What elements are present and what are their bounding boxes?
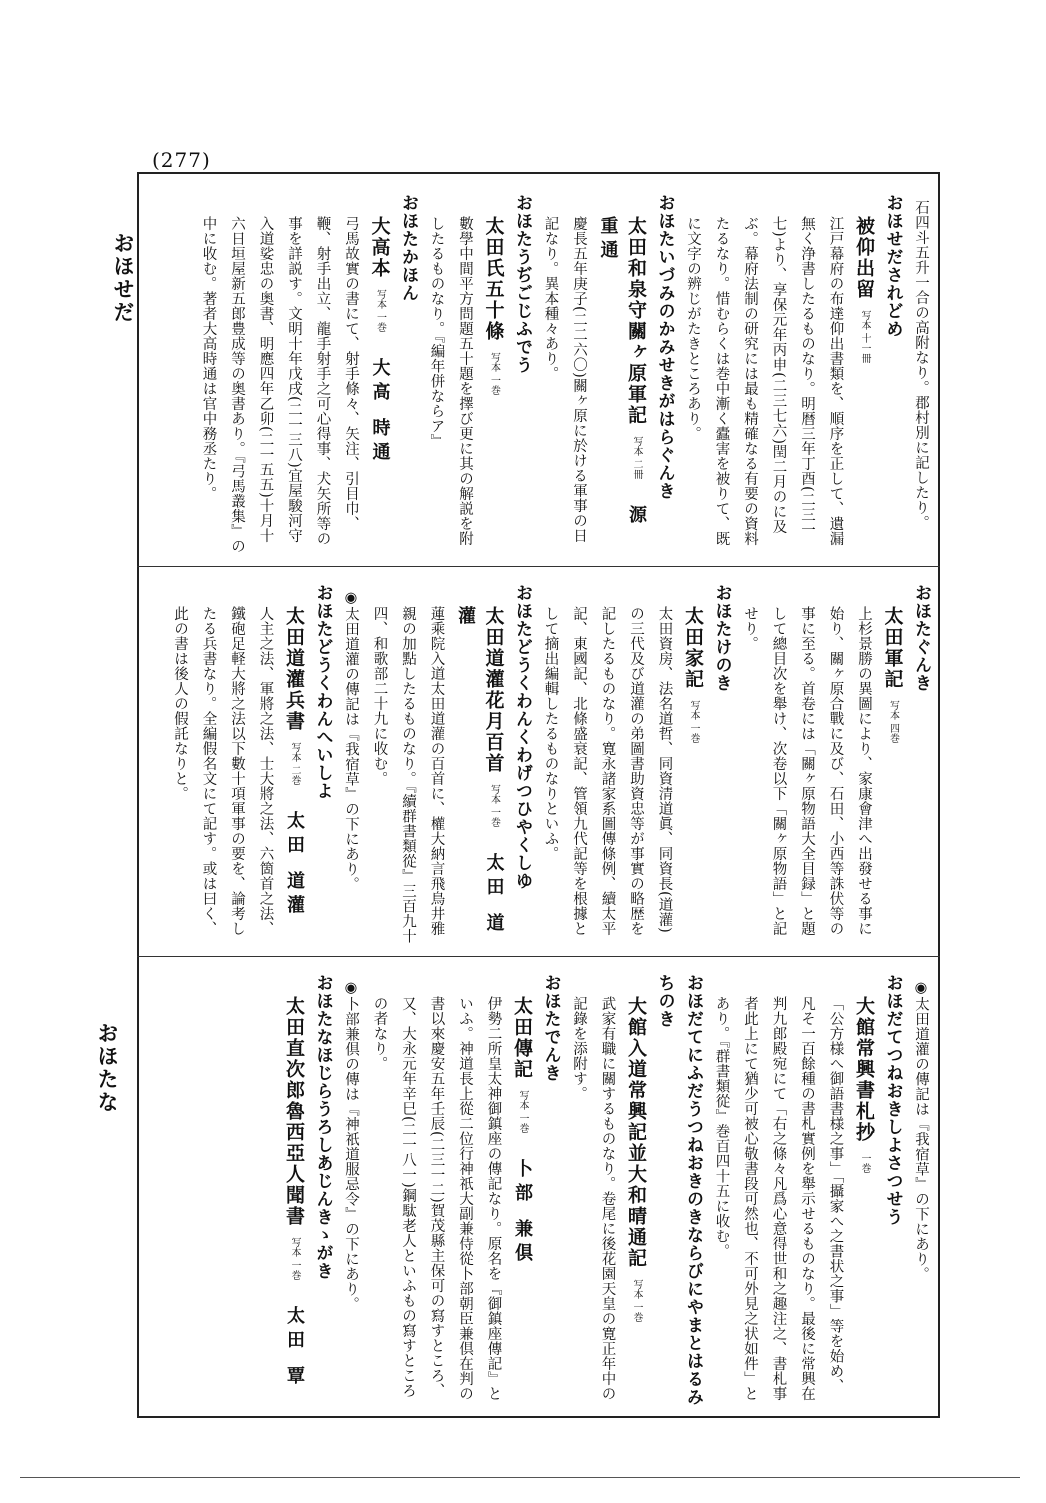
dictionary-entry — [536, 584, 736, 946]
bottom-rule — [20, 1477, 1020, 1478]
entry-format: 写本 一巻 — [488, 784, 500, 828]
entry-author: 太田 道灌 — [455, 606, 505, 938]
dictionary-entry — [907, 974, 936, 1408]
entry-description: 蓮乘院入道太田道灌の百首に、權大納言飛鳥井雅親の加點したるものなり。『續群書類從』三百九十四、和歌部二十九に收む。 — [371, 606, 445, 944]
entry-description: 伊勢二所皇太神御鎮座の傳記なり。原名を『御鎮座傳記』といふ。神道長上從二位行神祇大副兼侍從卜部朝臣兼倶在判の書以來慶安五年壬辰(二三一二)賀茂縣主保可の寫すところ、又、大永元年辛巳(二一八一)鋼駄老人といふもの寫すところの者なり。 — [371, 996, 502, 1401]
entry-heading — [280, 974, 309, 1408]
dictionary-entry — [707, 974, 907, 1408]
entry-format: 写本 一巻 — [688, 700, 699, 744]
entry-heading — [622, 974, 651, 1408]
entry-description: 太田資房、法名道哲、同資清道眞、同資長(道灌)の三代及び道灌の弟圖書助資忠等が事實の略歴を記したるものなり。寛永諸家系圖傳條例、續太平記、東國記、北條盛衰記、管領九代記等を根據として摘出編輯したるものなりといふ。 — [542, 606, 673, 936]
entry-heading — [593, 194, 650, 556]
section-bottom — [152, 974, 935, 1408]
section-divider-1 — [137, 566, 940, 567]
entry-heading — [365, 194, 394, 556]
entry-heading — [280, 584, 309, 946]
entry-author: 源 重通 — [597, 216, 647, 530]
entry-description: 弓馬故實の書にて、射手條々、矢注、引目巾、鞭、射手出立、龍手射手之可心得事、犬矢所等の事を詳説す。文明十年戊戌(二一三八)宜屋駿河守入道娑忠の奥書、明應四年乙卯(二一五五)十月十六日垣屋新五郎豊成等の奥書あり。『弓馬叢集』の中に收む。著者大高時通は官中務丞たり。 — [200, 216, 359, 554]
entry-title: 太田和泉守關ヶ原軍記 — [625, 216, 647, 426]
section-divider-2 — [137, 956, 940, 957]
entry-title: 太田傳記 — [511, 996, 533, 1080]
page-number: (277) — [152, 148, 211, 172]
entry-format: 写本 一巻 — [517, 1090, 528, 1134]
entry-title: 太田氏五十條 — [482, 216, 505, 342]
dictionary-entry — [565, 974, 708, 1408]
entry-title: 太田道灌兵書 — [283, 606, 305, 732]
entry-description: 石四斗五升一合の高附なり。郡村別に記したり。 — [913, 200, 929, 530]
entry-description: 江戸幕府の布達仰出書類を、順序を正して、遺漏無く浄書したるものなり。明暦三年丁酉(二三一七)より、享保元年丙申(二三七六)閏二月のに及ぶ。幕府法制の研究には最も精確なる有要の資料たるなり。惜むらくは巻中漸く蠹害を被りて、既に文字の辨じがたきところあり。 — [685, 216, 844, 546]
dictionary-entry — [280, 974, 337, 1408]
entry-title: 大館入道常興記並大和晴通記 — [625, 996, 647, 1269]
dictionary-entry — [679, 194, 907, 556]
entry-note: ◉太田道灌の傳記は『我宿草』の下にあり。 — [343, 590, 359, 892]
entry-title: 太田家記 — [682, 606, 704, 690]
dictionary-entry — [166, 584, 337, 946]
entry-heading — [878, 584, 907, 946]
entry-format: 写本 四巻 — [887, 700, 899, 744]
entry-format: 写本 二冊 — [631, 436, 642, 480]
entry-format: 写本 二巻 — [289, 742, 300, 786]
entry-heading — [451, 584, 508, 946]
entry-author: 大高 時通 — [369, 358, 391, 467]
entry-description: 「公方様へ御語書様之事」「攝家へ之書状之事」等を始め、凡そ一百餘種の書札實例を舉示せるものなり。最後に常興在判九郎殿宛にて「右之條々凡爲心意得世和之趣注之、書札事者此上にて猶少可被心敬書段可然也、不可外見之状如件」とあり。『群書類從』巻百四十五に收む。 — [713, 996, 844, 1401]
entry-kana-reading: おほたどうくわんへいしよ — [312, 584, 333, 800]
entry-format: 写本 一巻 — [289, 1237, 300, 1281]
entry-description: ◉太田道灌の傳記は『我宿草』の下にあり。 — [913, 980, 929, 1282]
dictionary-entry — [907, 194, 936, 556]
entry-description: 武家有職に關するものなり。卷尾に後花園天皇の寛正年中の記錄を添附す。 — [571, 996, 616, 1401]
entry-note: ◉卜部兼倶の傳は『神祇道服忌令』の下にあり。 — [343, 980, 359, 1312]
entry-heading — [479, 194, 508, 556]
entry-kana-reading: おほたうぢごじふでう — [512, 194, 532, 374]
entry-kana-reading: おほたなほじらうろしあじんきゝがき — [312, 974, 333, 1280]
entry-description: 數學中間平方問題五十題を擇び更に其の解説を附したるものなり。『編年併ならア』 — [428, 216, 473, 546]
section-top — [152, 194, 935, 556]
entry-format: 写本 一巻 — [374, 289, 386, 333]
side-label-top: おほせだ — [111, 232, 136, 324]
dictionary-entry — [422, 194, 536, 556]
entry-kana-reading: おほたいづみのかみせきがはらぐんき — [654, 194, 675, 500]
dictionary-entry — [736, 584, 936, 946]
entry-kana-reading: おほたどうくわんくわげつひやくしゆ — [512, 584, 532, 890]
entry-title: 大館常興書札抄 — [853, 996, 875, 1143]
entry-description: 人主之法、軍將之法、士大將之法、六箇首之法、鐵砲足軽大將之法以下數十項軍事の要を、論考したる兵書なり。全編假名文にて記す。或は曰く、此の書は後人の假託なりと。 — [172, 606, 274, 936]
entry-kana-reading: おほだてつねおきしよさつせう — [882, 974, 903, 1226]
entry-format: 一巻 — [859, 1153, 870, 1173]
dictionary-entry — [337, 584, 537, 946]
entry-heading — [508, 974, 537, 1408]
entry-title: 太田直次郎魯西亞人聞書 — [283, 996, 305, 1227]
entry-kana-reading: おほたかほん — [398, 194, 418, 302]
entry-kana-reading: おほだてにふだうつねおきのきならびにやまとはるみちのき — [654, 974, 703, 1406]
entry-format: 写本 一巻 — [631, 1279, 642, 1323]
entry-heading — [679, 584, 708, 946]
entry-format: 写本 十一冊 — [859, 310, 870, 364]
entry-heading — [850, 974, 879, 1408]
entry-author: 太田 道灌 — [284, 811, 305, 920]
entry-kana-reading: おほたでんき — [540, 974, 561, 1082]
entry-author: 太田 覃 — [284, 1306, 305, 1391]
side-label-bottom: おほたな — [95, 1022, 120, 1114]
entry-kana-reading: おほせだされどめ — [882, 194, 903, 338]
dictionary-entry — [337, 974, 565, 1408]
entry-title: 被仰出留 — [853, 216, 875, 300]
entry-description: 慶長五年庚子(二二六〇)關ヶ原に於ける軍事の日記なり。異本種々あり。 — [542, 216, 587, 544]
entry-format: 写本 一巻 — [488, 352, 500, 396]
entry-title: 太田道灌花月百首 — [482, 606, 505, 774]
entry-kana-reading: おほたぐんき — [911, 584, 931, 692]
dictionary-entry — [536, 194, 679, 556]
entry-author: 卜部 兼倶 — [512, 1159, 533, 1268]
entry-title: 太田軍記 — [881, 606, 904, 690]
dictionary-entry — [194, 194, 422, 556]
entry-kana-reading: おほたけのき — [711, 584, 732, 692]
entry-description: 上杉景勝の異圖により、家康會津へ出發せる事に始り、關ヶ原合戰に及び、石田、小西等誅伏等の事に至る。首卷には「關ヶ原物語大全目録」と題して總目次を舉け、次卷以下「關ヶ原物語」と記せり。 — [742, 606, 872, 936]
section-middle — [152, 584, 935, 946]
entry-title: 大高本 — [368, 216, 391, 279]
entry-heading — [850, 194, 879, 556]
